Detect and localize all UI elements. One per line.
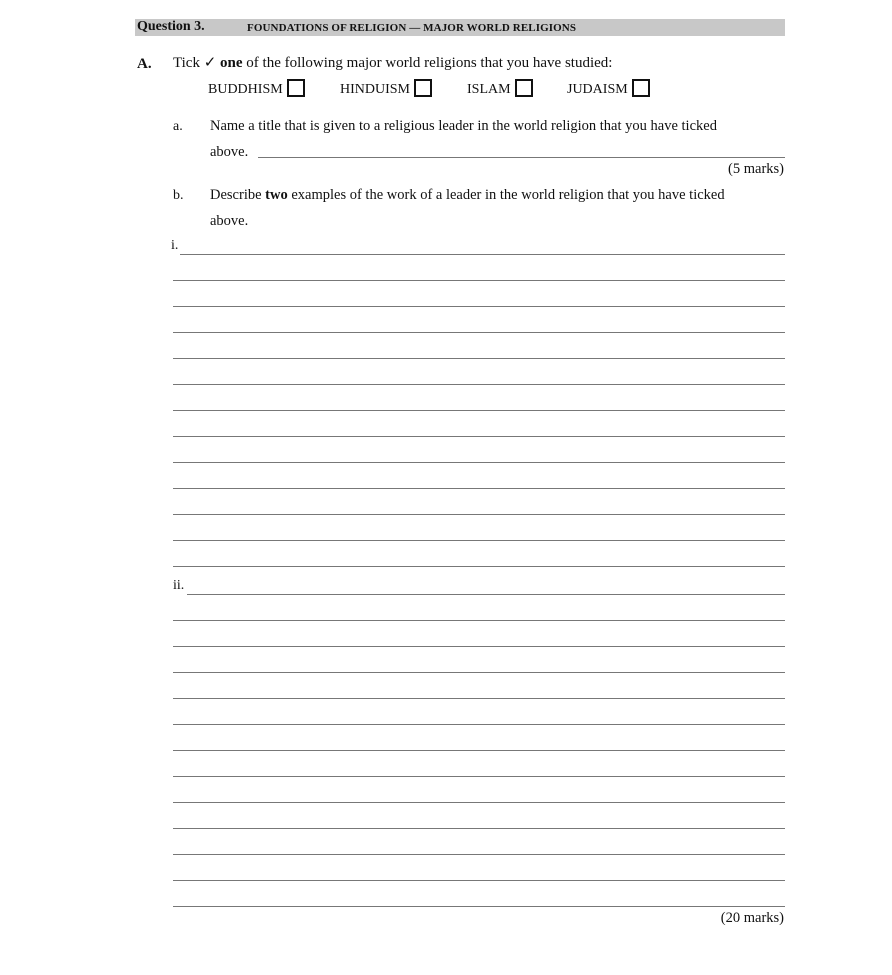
- answer-line[interactable]: [173, 462, 785, 463]
- answer-line[interactable]: [180, 254, 785, 255]
- part-a-letter: a.: [173, 119, 183, 134]
- part-b-question-line2: above.: [210, 213, 249, 229]
- answer-line[interactable]: [173, 488, 785, 489]
- answer-line[interactable]: [173, 646, 785, 647]
- answer-line[interactable]: [173, 358, 785, 359]
- answer-line[interactable]: [173, 306, 785, 307]
- answer-line[interactable]: [173, 566, 785, 567]
- checkbox-buddhism[interactable]: [287, 79, 305, 97]
- answer-line[interactable]: [173, 802, 785, 803]
- part-a-question-line2: above.: [210, 144, 249, 160]
- part-b-marks: (20 marks): [720, 910, 784, 926]
- option-buddhism: [208, 81, 305, 99]
- instruction-prefix: Tick ✓: [173, 55, 221, 71]
- answer-line[interactable]: [173, 384, 785, 385]
- checkbox-judaism[interactable]: [632, 79, 650, 97]
- answer-line[interactable]: [173, 724, 785, 725]
- section-letter: A.: [137, 56, 152, 72]
- answer-line[interactable]: [173, 620, 785, 621]
- answer-line[interactable]: [173, 698, 785, 699]
- instruction-suffix: of the following major world religions that you have studied:: [242, 55, 613, 71]
- answer-line[interactable]: [173, 854, 785, 855]
- answer-line[interactable]: [173, 906, 785, 907]
- question-number: Question 3.: [137, 19, 205, 34]
- section-instruction: [173, 54, 612, 72]
- answer-line[interactable]: [173, 672, 785, 673]
- part-b-prefix: Describe: [210, 187, 266, 203]
- checkbox-islam[interactable]: [515, 79, 533, 97]
- option-judaism: [567, 81, 650, 99]
- option-label-islam: ISLAM: [467, 82, 511, 97]
- part-b-letter: b.: [173, 188, 184, 203]
- instruction-emphasis: one: [220, 55, 243, 71]
- answer-line[interactable]: [173, 410, 785, 411]
- part-a-marks: (5 marks): [728, 161, 784, 177]
- item-ii-label: ii.: [173, 578, 185, 593]
- part-b-emphasis: two: [265, 187, 288, 203]
- question-topic: FOUNDATIONS OF RELIGION — MAJOR WORLD RELIGIONS: [247, 22, 577, 34]
- answer-line[interactable]: [173, 750, 785, 751]
- part-b-question-line1: [210, 186, 725, 204]
- answer-line[interactable]: [173, 776, 785, 777]
- answer-line[interactable]: [173, 540, 785, 541]
- answer-line[interactable]: [173, 436, 785, 437]
- answer-line[interactable]: [173, 880, 785, 881]
- part-b-suffix: examples of the work of a leader in the world religion that you have ticked: [287, 187, 725, 203]
- part-a-answer-line[interactable]: [258, 157, 785, 158]
- answer-line[interactable]: [173, 280, 785, 281]
- answer-line[interactable]: [173, 332, 785, 333]
- answer-line[interactable]: [173, 828, 785, 829]
- answer-line[interactable]: [173, 514, 785, 515]
- option-label-buddhism: BUDDHISM: [208, 82, 283, 97]
- item-i-label: i.: [171, 238, 179, 253]
- checkbox-hinduism[interactable]: [414, 79, 432, 97]
- option-label-judaism: JUDAISM: [567, 82, 628, 97]
- option-label-hinduism: HINDUISM: [340, 82, 410, 97]
- part-a-question-line1: Name a title that is given to a religious leader in the world religion that you have ticked: [210, 118, 717, 134]
- option-hinduism: [340, 81, 432, 99]
- option-islam: [467, 81, 533, 99]
- answer-line[interactable]: [187, 594, 785, 595]
